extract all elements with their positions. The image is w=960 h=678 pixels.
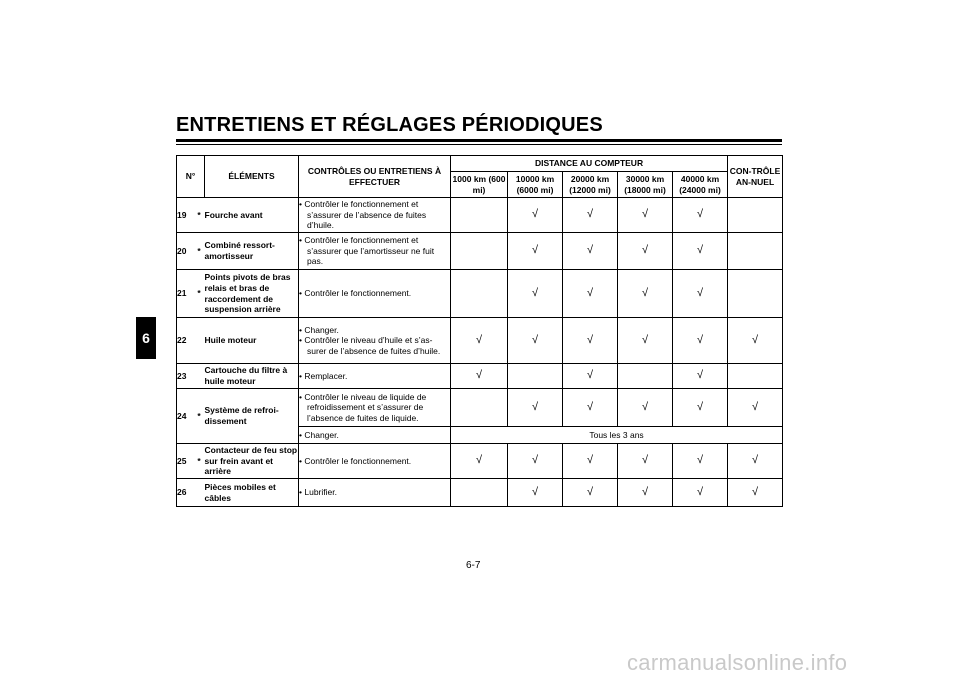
check-cell: [451, 233, 508, 270]
col-header-dist-3: 20000 km (12000 mi): [563, 172, 618, 198]
check-cell: √: [508, 270, 563, 318]
row-actions: [299, 427, 451, 444]
row-element: Cartouche du filtre à huile moteur: [205, 364, 299, 389]
row-actions: [299, 198, 451, 233]
row-star: *: [194, 444, 205, 479]
check-cell: [728, 198, 783, 233]
check-cell: √: [673, 444, 728, 479]
check-cell: √: [563, 318, 618, 364]
col-header-no: N°: [177, 156, 205, 198]
row-number: 26: [177, 479, 194, 507]
row-element: Système de refroi-dissement: [205, 389, 299, 444]
table-row: [177, 479, 783, 507]
row-number: 21: [177, 270, 194, 318]
action-item: • Remplacer.: [299, 371, 450, 382]
check-cell: √: [618, 198, 673, 233]
check-cell: √: [673, 318, 728, 364]
check-cell: √: [563, 198, 618, 233]
row-actions: [299, 233, 451, 270]
check-cell: [728, 270, 783, 318]
title-rule-thin: [176, 144, 782, 145]
row-number: 20: [177, 233, 194, 270]
table-row: [177, 444, 783, 479]
check-cell: √: [618, 233, 673, 270]
row-star: *: [194, 270, 205, 318]
check-cell: √: [673, 233, 728, 270]
col-header-elements: ÉLÉMENTS: [205, 156, 299, 198]
col-header-dist-1: 1000 km (600 mi): [451, 172, 508, 198]
title-rule: [176, 139, 782, 142]
row-element: Pièces mobiles et câbles: [205, 479, 299, 507]
row-element: Huile moteur: [205, 318, 299, 364]
action-item: • Lubrifier.: [299, 487, 450, 498]
check-cell: [618, 364, 673, 389]
row-star: *: [194, 233, 205, 270]
page-number: 6-7: [466, 560, 481, 571]
check-cell: [451, 198, 508, 233]
row-actions: [299, 389, 451, 427]
interval-note: Tous les 3 ans: [451, 427, 783, 444]
action-item: • Contrôler le fonctionnement et s’assurer de l’absence de fuites d’huile.: [299, 199, 450, 231]
row-element: Combiné ressort-amortisseur: [205, 233, 299, 270]
row-number: 19: [177, 198, 194, 233]
check-cell: [728, 364, 783, 389]
table-row: [177, 198, 783, 233]
row-star: [194, 318, 205, 364]
col-header-controls: CONTRÔLES OU ENTRETIENS À EFFECTUER: [299, 156, 451, 198]
maintenance-table: [176, 155, 783, 507]
check-cell: √: [618, 318, 673, 364]
check-cell: √: [508, 198, 563, 233]
page-title: ENTRETIENS ET RÉGLAGES PÉRIODIQUES: [176, 114, 603, 136]
check-cell: √: [563, 389, 618, 427]
row-star: *: [194, 198, 205, 233]
row-star: [194, 364, 205, 389]
check-cell: √: [563, 444, 618, 479]
check-cell: √: [563, 479, 618, 507]
table-row: [177, 318, 783, 364]
check-cell: √: [451, 318, 508, 364]
row-element: Contacteur de feu stop sur frein avant et arrière: [205, 444, 299, 479]
action-item: • Contrôler le niveau d’huile et s’as-surer de l’absence de fuites d’huile.: [299, 335, 450, 356]
chapter-tab: 6: [136, 317, 156, 359]
check-cell: √: [728, 389, 783, 427]
check-cell: √: [508, 389, 563, 427]
check-cell: [451, 389, 508, 427]
check-cell: √: [508, 318, 563, 364]
check-cell: √: [728, 479, 783, 507]
row-star: [194, 479, 205, 507]
check-cell: √: [563, 364, 618, 389]
action-item: • Changer.: [299, 325, 450, 336]
row-actions: [299, 479, 451, 507]
col-header-dist-4: 30000 km (18000 mi): [618, 172, 673, 198]
row-number: 22: [177, 318, 194, 364]
check-cell: [451, 479, 508, 507]
check-cell: √: [673, 270, 728, 318]
table-row: [177, 364, 783, 389]
row-element: Points pivots de bras relais et bras de raccordement de suspension arrière: [205, 270, 299, 318]
check-cell: √: [451, 364, 508, 389]
table-row: [177, 389, 783, 427]
action-item: • Contrôler le fonctionnement.: [299, 456, 450, 467]
check-cell: √: [508, 233, 563, 270]
row-actions: [299, 364, 451, 389]
col-header-dist-5: 40000 km (24000 mi): [673, 172, 728, 198]
row-actions: [299, 444, 451, 479]
check-cell: [728, 233, 783, 270]
check-cell: [508, 364, 563, 389]
row-actions: [299, 318, 451, 364]
check-cell: √: [618, 479, 673, 507]
check-cell: √: [728, 444, 783, 479]
col-header-distance: DISTANCE AU COMPTEUR: [451, 156, 728, 172]
row-number: 23: [177, 364, 194, 389]
check-cell: √: [563, 270, 618, 318]
check-cell: √: [618, 389, 673, 427]
action-item: • Contrôler le fonctionnement.: [299, 288, 450, 299]
check-cell: √: [618, 444, 673, 479]
check-cell: √: [673, 198, 728, 233]
table-row: [177, 233, 783, 270]
check-cell: √: [563, 233, 618, 270]
row-number: 24: [177, 389, 194, 444]
check-cell: √: [673, 479, 728, 507]
row-number: 25: [177, 444, 194, 479]
row-star: *: [194, 389, 205, 444]
check-cell: √: [508, 444, 563, 479]
watermark: carmanualsonline.info: [627, 650, 848, 675]
check-cell: √: [618, 270, 673, 318]
action-item: • Contrôler le niveau de liquide de refroidissement et s’assurer de l’absence de fuites de liquide.: [299, 392, 450, 424]
check-cell: [451, 270, 508, 318]
action-item: • Contrôler le fonctionnement et s’assurer que l’amortisseur ne fuit pas.: [299, 235, 450, 267]
check-cell: √: [728, 318, 783, 364]
check-cell: √: [673, 364, 728, 389]
check-cell: √: [508, 479, 563, 507]
col-header-dist-2: 10000 km (6000 mi): [508, 172, 563, 198]
check-cell: √: [451, 444, 508, 479]
col-header-annual: CON-TRÔLE AN-NUEL: [728, 156, 783, 198]
table-row: [177, 270, 783, 318]
row-element: Fourche avant: [205, 198, 299, 233]
check-cell: √: [673, 389, 728, 427]
action-item: • Changer.: [299, 430, 450, 441]
row-actions: [299, 270, 451, 318]
